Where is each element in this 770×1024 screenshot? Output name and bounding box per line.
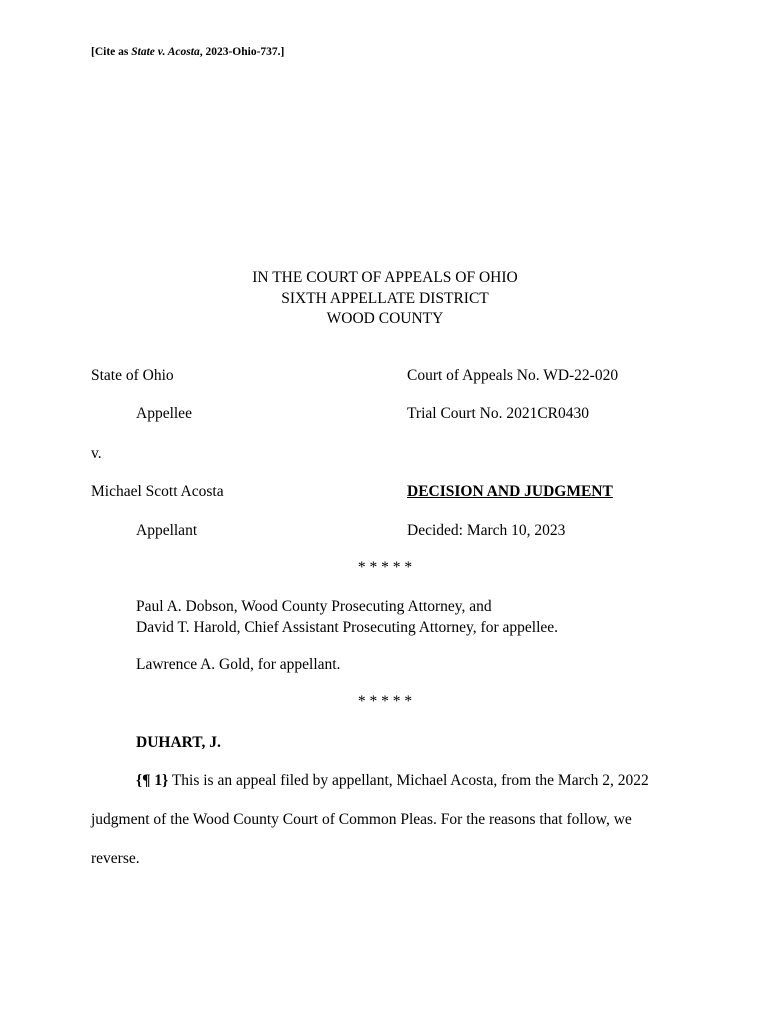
versus-label: v. bbox=[91, 445, 102, 462]
citation-case-name: State v. Acosta bbox=[131, 46, 200, 58]
opinion-paragraph-line1 bbox=[136, 771, 649, 791]
decision-title: DECISION AND JUDGMENT bbox=[407, 483, 613, 500]
party-state: State of Ohio bbox=[91, 367, 174, 384]
county-name: WOOD COUNTY bbox=[326, 310, 444, 327]
decided-date: Decided: March 10, 2023 bbox=[407, 522, 566, 539]
district-name: SIXTH APPELLATE DISTRICT bbox=[281, 290, 489, 307]
counsel-appellee-line1: Paul A. Dobson, Wood County Prosecuting Attorney, and bbox=[136, 598, 492, 615]
opinion-paragraph-line2: judgment of the Wood County Court of Common Pleas. For the reasons that follow, we bbox=[91, 811, 632, 828]
citation-header bbox=[91, 45, 284, 60]
separator-bottom: * * * * * bbox=[357, 693, 413, 710]
paragraph-text-1: This is an appeal filed by appellant, Michael Acosta, from the March 2, 2022 bbox=[168, 772, 649, 789]
party-defendant: Michael Scott Acosta bbox=[91, 483, 224, 500]
counsel-appellant: Lawrence A. Gold, for appellant. bbox=[136, 656, 341, 673]
citation-open: [Cite as bbox=[91, 46, 132, 58]
party-state-role: Appellee bbox=[136, 405, 192, 422]
appeals-case-number: Court of Appeals No. WD-22-020 bbox=[407, 367, 619, 384]
party-defendant-role: Appellant bbox=[136, 522, 198, 539]
counsel-appellee-line2: David T. Harold, Chief Assistant Prosecuting Attorney, for appellee. bbox=[136, 619, 559, 636]
citation-tail: , 2023-Ohio-737.] bbox=[199, 46, 285, 58]
trial-case-number: Trial Court No. 2021CR0430 bbox=[407, 405, 590, 422]
separator-top: * * * * * bbox=[357, 559, 413, 576]
opinion-paragraph-line3: reverse. bbox=[91, 850, 140, 867]
court-name: IN THE COURT OF APPEALS OF OHIO bbox=[252, 269, 518, 286]
paragraph-marker: {¶ 1} bbox=[136, 772, 169, 789]
judge-name: DUHART, J. bbox=[136, 734, 221, 751]
